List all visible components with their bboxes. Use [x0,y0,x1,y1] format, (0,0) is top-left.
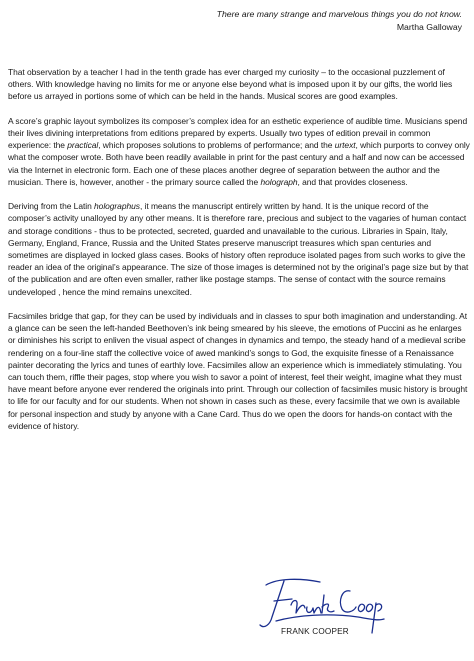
epigraph-quote: There are many strange and marvelous things you do not know. [216,9,462,19]
signature-block [258,575,468,655]
paragraph-1 [8,66,470,103]
italic-term: practical [67,140,99,151]
paragraph-2 [8,115,470,188]
italic-term: holograph [260,176,298,187]
text-run: , which proposes solutions to problems of performance; and the [98,140,335,151]
paragraph-3 [8,200,470,298]
italic-term: urtext [334,140,356,151]
epigraph [217,8,462,34]
text-run: , and that provides closeness. [297,176,408,187]
text-run: That observation by a teacher I had in the tenth grade has ever charged my curiosity – to the occasional puzzlement of others. With knowledge having no limits for me or anyone else beyond what is imposed upon it by our gifts, the world lies before us arrayed in portions some of which can be held in the hands. Musical scores are good examples. [8,67,453,102]
text-run: A score’s graphic layout symbolizes its composer’s complex idea for an esthetic experience of audible time. Musicians spend their lives divining interpretations from editions prepared by experts. Usually two types of edition prevail in common experience: the [8,115,468,151]
italic-term: holographus [94,201,140,212]
signature-strokes [260,579,384,633]
text-run: , it means the manuscript entirely written by hand. It is the unique record of the composer’s activity unalloyed by any other means. It is therefore rare, precious and subject to the vagaries of human contact and storage conditions - thus to be protected, secreted, guarded and unavailable to the curious. Libraries in Spain, Italy, Germany, England, France, Russia and the United States preserve manuscript treasures which span centuries and sometimes are displayed in locked glass cases. Books of history often reproduce isolated pages from such works to give the reader an idea of the original’s appearance. The size of those images is determined not by the original’s page size but by that of the publication and are often even smaller, rather like postage stamps. The sense of contact with the source remains undeveloped , hence the mind remains unexcited. [8,201,469,297]
text-run: Facsimiles bridge that gap, for they can be used by individuals and in classes to spur both imagination and understanding. At a glance can be seen the left-handed Beethoven’s ink being smeared by his sleeve, the emotions of Puccini as he enlarges or diminishes his script to enliven the visual aspect of changes in dynamics and tempo, the steady hand of a medieval scribe rendering on a four-line staff the collective voice of awed mankind’s songs to God, the exquisite finesse of a Renaissance painter decorating the lyrics and tunes of earthly love. Facsimiles allow an experience which is immediately stimulating. You can touch them, riffle their pages, stop where you wish to savor a point of interest, feel their weight, imagine what they must have meant before anyone ever rendered the originals into print. Through our collection of facsimiles music history is brought to life for our faculty and for our students. When not shown in cases such as these, every facsimile that we own is available for personal inspection and study by anyone with a Cane Card. Thus do we open the doors for hands-on contact with the evidence of history. [8,311,468,431]
epigraph-author: Martha Galloway [396,22,462,32]
paragraph-4 [8,310,470,432]
signer-name: FRANK COOPER [281,627,349,636]
text-run: Deriving from the Latin [8,201,95,212]
letter-body [8,66,470,444]
text-run: , which purports to convey only what the composer wrote. Both have been readily available in print for the past century and a half and now can be accessed via the Internet in electronic form. Each one of these places another degree of separation between the author and the musician. There is, however, another - the primary source called the [8,140,470,187]
